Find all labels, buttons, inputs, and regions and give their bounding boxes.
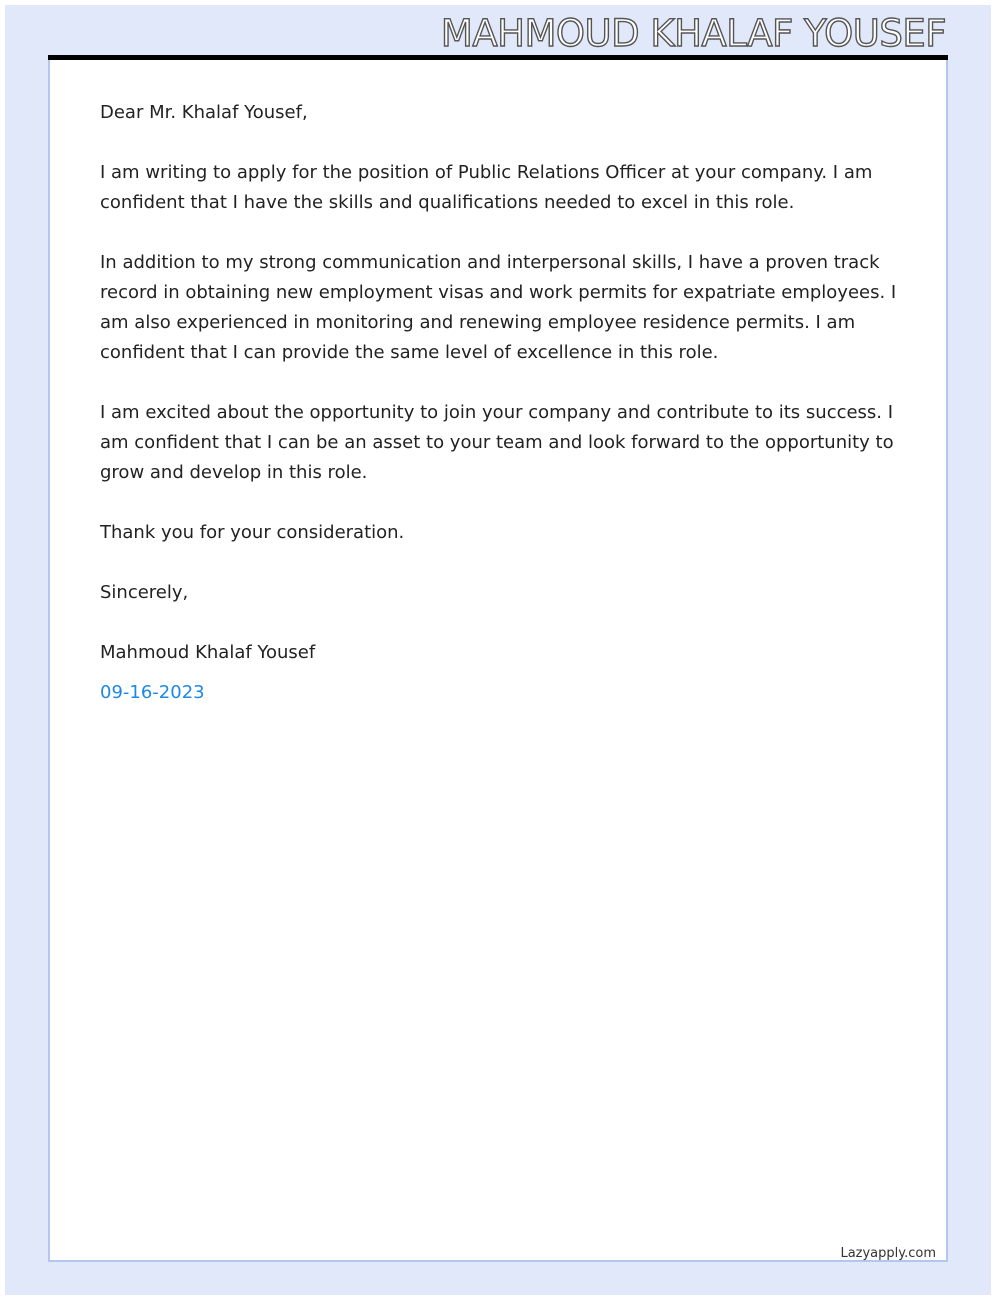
applicant-name-header: MAHMOUD KHALAF YOUSEF [440,12,946,55]
closing: Sincerely, [100,582,189,603]
signature-name: Mahmoud Khalaf Yousef [100,642,316,663]
footer-brand: Lazyapply.com [840,1246,936,1261]
cover-letter-body [100,98,900,708]
paragraph-intro: I am writing to apply for the position of Public Relations Officer at your company. I am confident that I have the skills and qualifications needed to excel in this role. [100,162,873,213]
paragraph-experience: In addition to my strong communication and interpersonal skills, I have a proven track record in obtaining new employment visas and work permits for expatriate employees. I am also experienced in monitoring and renewing employee residence permits. I am confident that I can provide the same level of excellence in this role. [100,252,897,363]
paragraph-motivation: I am excited about the opportunity to join your company and contribute to its success. I am confident that I can be an asset to your team and look forward to the opportunity to grow and develop in this role. [100,402,894,483]
letter-date: 09-16-2023 [100,682,205,703]
thanks-line: Thank you for your consideration. [100,522,405,543]
salutation: Dear Mr. Khalaf Yousef, [100,102,308,123]
